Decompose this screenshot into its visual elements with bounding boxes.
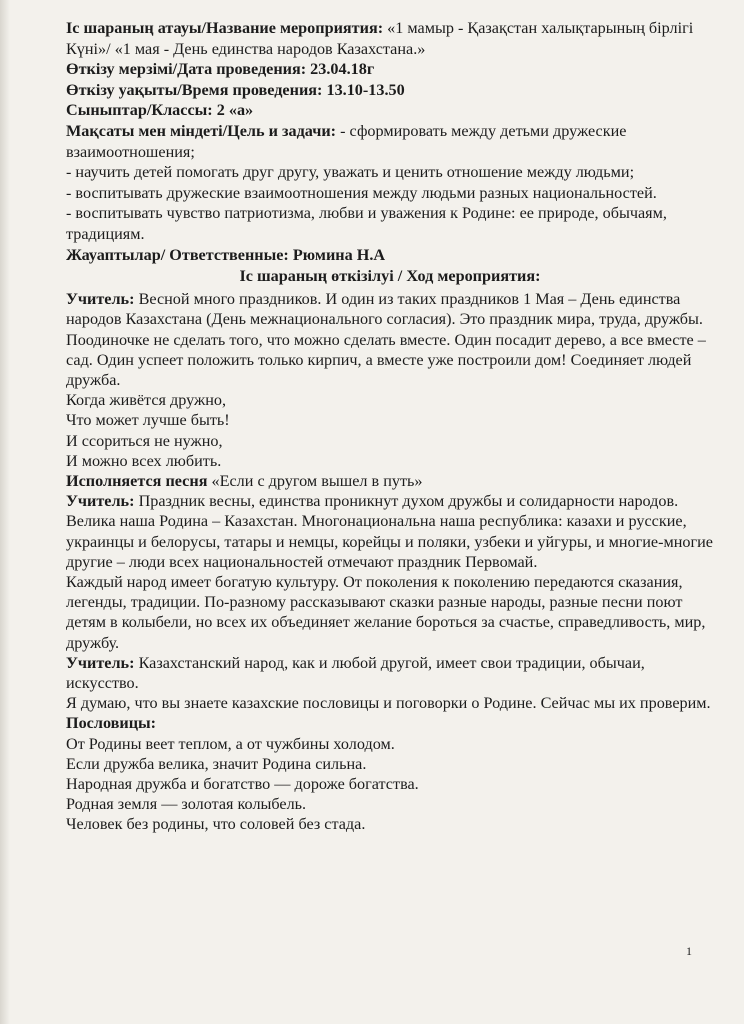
goal-item: - воспитывать чувство патриотизма, любви и уважения к Родине: ее природе, обычаям, традициям.: [66, 204, 667, 243]
goal-label: Мақсаты мен міндеті/Цель и задачи:: [66, 121, 337, 140]
proverb-item: Родная земля — золотая колыбель.: [66, 795, 307, 814]
section-title: Іс шараның өткізілуі / Ход мероприятия:: [239, 267, 541, 286]
song-value: «Если с другом вышел в путь»: [207, 471, 423, 490]
page-number: 1: [686, 944, 692, 958]
event-class: Сыныптар/Классы: 2 «а»: [66, 101, 254, 120]
teacher-label: Учитель:: [66, 653, 135, 672]
responsible-line: Жауаптылар/ Ответственные: Рюмина Н.А: [66, 245, 386, 264]
event-date: Өткізу мерзімі/Дата проведения: 23.04.18г: [66, 60, 375, 79]
proverb-item: Человек без родины, что соловей без стада.: [66, 815, 366, 834]
culture-paragraph: Каждый народ имеет богатую культуру. От поколения к поколению передаются сказания, легенды, традиции. По-разному рассказывают сказки разные народы, разные песни поют детям в колыбели, но всех их объединяет желание бороться за счастье, справедливость, мир, дружбу.: [66, 572, 706, 652]
event-name-value: «1 мамыр - Қазақстан халықтарының бірлігі Күні»/ «1 мая - День единства народов Казахстана.»: [66, 19, 694, 58]
teacher-label: Учитель:: [66, 492, 135, 511]
proverbs-label: Пословицы:: [66, 714, 157, 733]
event-time: Өткізу уақыты/Время проведения: 13.10-13.50: [66, 80, 405, 99]
goal-item: - воспитывать дружеские взаимоотношения между людьми разных национальностей.: [66, 183, 657, 202]
teacher-text: Праздник весны, единства проникнут духом дружбы и солидарности народов. Велика наша Родина – Казахстан. Многонациональна наша республика: казахи и русские, украинцы и белорусы, татары и немцы, корейцы и поляки, узбеки и уйгуры, и многие-многие другие – люди всех национальностей отмечают праздник Первомай.: [66, 492, 713, 571]
poem-line: И можно всех любить.: [66, 451, 222, 470]
teacher-label: Учитель:: [66, 290, 135, 309]
scan-edge-shadow: [0, 0, 10, 1024]
proverbs-intro: Я думаю, что вы знаете казахские пословицы и поговорки о Родине. Сейчас мы их проверим.: [66, 694, 711, 713]
event-name-line: [66, 18, 714, 59]
song-label: Исполняется песня: [66, 471, 208, 490]
event-name-label: Іс шараның атауы/Название мероприятия:: [66, 19, 384, 37]
teacher-paragraph-2: [66, 491, 714, 572]
teacher-text: Весной много праздников. И один из таких праздников 1 Мая – День единства народов Казахстана (День межнационального согласия). Это праздник мира, труда, дружбы. Поодиночке не сделать того, что можно сделать вместе. Один посадит дерево, а все вместе – сад. Один успеет положить только кирпич, а вместе уже построили дом! Соединяет людей дружба.: [66, 290, 706, 389]
song-line: [66, 471, 714, 491]
goal-item: - научить детей помогать друг другу, уважать и ценить отношение между людьми;: [66, 163, 635, 182]
event-content: [66, 289, 714, 834]
proverb-item: От Родины веет теплом, а от чужбины холодом.: [66, 734, 395, 753]
teacher-paragraph-1: [66, 289, 714, 390]
proverb-item: Если дружба велика, значит Родина сильна.: [66, 754, 367, 773]
goal-line: [66, 121, 714, 162]
poem-line: Когда живётся дружно,: [66, 391, 226, 410]
teacher-text: Казахстанский народ, как и любой другой, имеет свои традиции, обычаи, искусство.: [66, 653, 645, 692]
teacher-paragraph-3: [66, 653, 714, 693]
proverb-item: Народная дружба и богатство — дороже богатства.: [66, 775, 419, 793]
poem-line: Что может лучше быть!: [66, 411, 230, 430]
poem-line: И ссориться не нужно,: [66, 431, 223, 450]
goal-value: - сформировать между детьми дружеские взаимоотношения;: [66, 121, 627, 161]
